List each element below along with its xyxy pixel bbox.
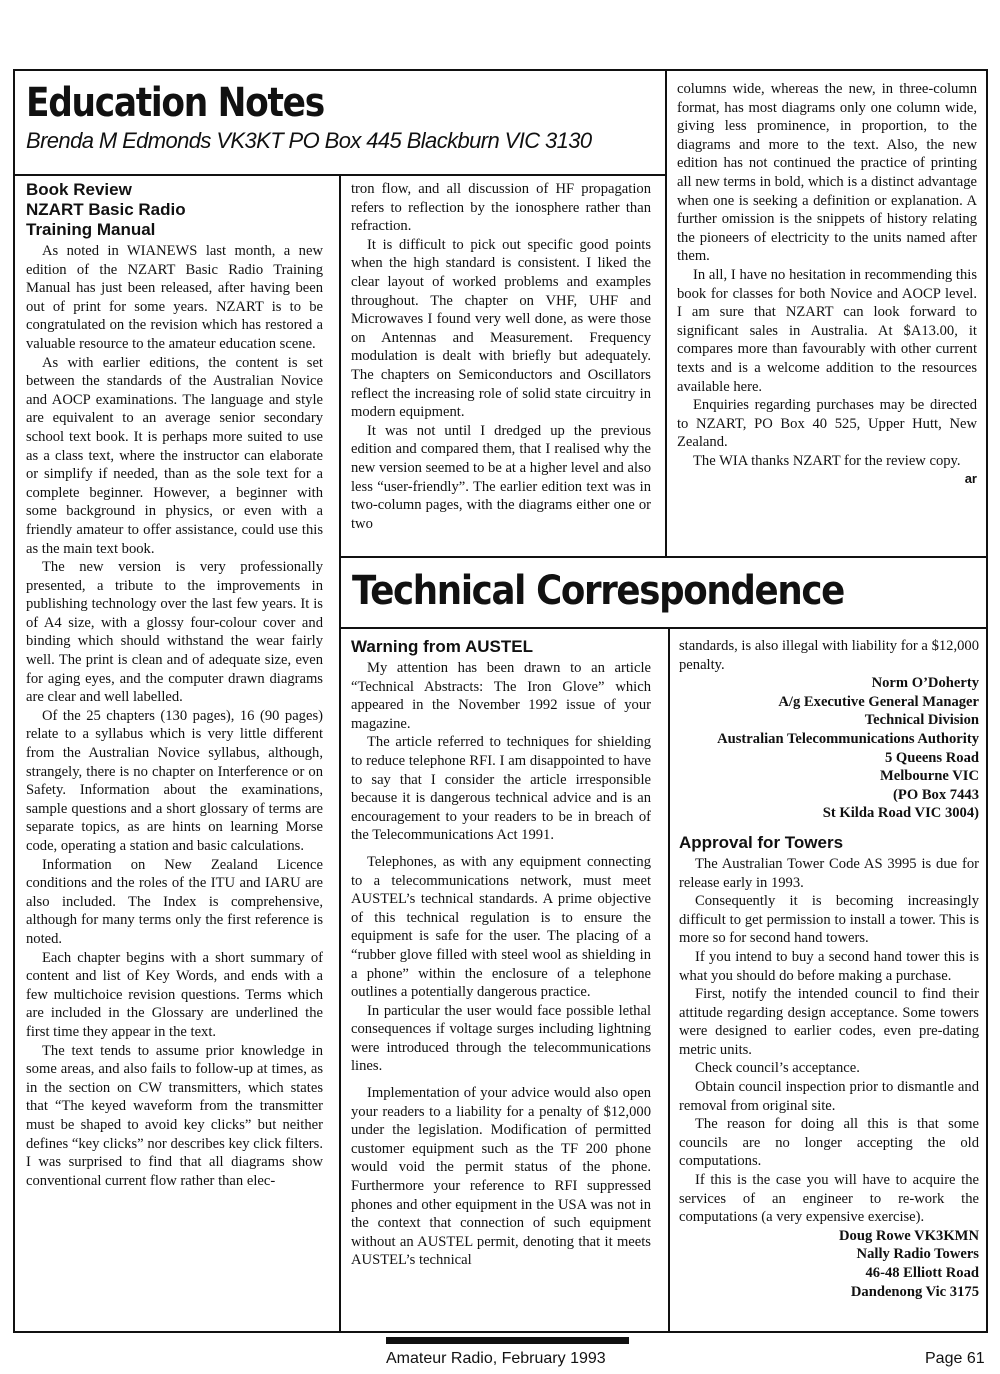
paragraph: Enquiries regarding purchases may be directed to NZART, PO Box 40 525, Upper Hutt, New Zealand.: [677, 397, 977, 451]
signature-line: Doug Rowe VK3KMN: [839, 1227, 979, 1244]
signature-towers: [679, 1227, 979, 1301]
paragraph: If this is the case you will have to acquire the services of an engineer to re-work the computations (a very expensive exercise).: [679, 1172, 979, 1226]
signature-line: A/g Executive General Manager: [778, 693, 979, 710]
paragraph: Check council’s acceptance.: [695, 1060, 860, 1077]
signature-line: Melbourne VIC: [879, 768, 979, 785]
signature-line: St Kilda Road VIC 3004): [822, 805, 979, 822]
paragraph: As with earlier editions, the content is set between the standards of the Australian Novice and AOCP examinations. The language and style are equivalent to an average senior secondary school text book. It is perhaps more suited to use as a class text, where the instructor can elaborate or simplify if needed, than as the sole text for a complete beginner. However, a beginner with some background in physics, or even with a friendly amateur to offer assistance, could use this as the main text book.: [26, 354, 323, 557]
column-1: [26, 180, 323, 1190]
paragraph: standards, is also illegal with liability for a $12,000 penalty.: [679, 638, 979, 673]
signature-line: 5 Queens Road: [884, 749, 979, 766]
footer-bar: [386, 1337, 629, 1344]
signature-line: Technical Division: [864, 712, 979, 729]
paragraph: tron flow, and all discussion of HF propagation refers to reflection by the ionosphere rather than refraction.: [351, 181, 651, 235]
signature-line: Australian Telecommunications Authority: [717, 730, 979, 747]
signature-austel: [679, 674, 979, 823]
paragraph: The article referred to techniques for shielding to reduce telephone RFI. I am disappointed to have to say that I consider the article irresponsible because it is dangerous technical advice and is an encouragement to your readers to be in breach of the Telecommunications Act 1991.: [351, 734, 651, 844]
footer-magazine: Amateur Radio, February 1993: [386, 1350, 606, 1367]
education-title-rule: [13, 174, 666, 176]
footer-page-number: Page 61: [925, 1350, 985, 1367]
review-heading-line: Training Manual: [26, 220, 156, 239]
section-title-technical: Technical Correspondence: [352, 568, 844, 614]
paragraph: The text tends to assume prior knowledge in some areas, and also fails to follow-up at times, as in the section on CW transmitters, which states that “The keyed waveform from the transmitter must be shaped to avoid key clicks” but neither defines “key clicks” nor describes key click filters. I was surprised to find that all diagrams show conventional current flow rather than elec-: [26, 1042, 323, 1189]
towers-heading: Approval for Towers: [679, 832, 844, 852]
review-heading: [26, 180, 323, 240]
paragraph: The WIA thanks NZART for the review copy.: [693, 452, 961, 469]
section-title-education: Education Notes: [26, 80, 324, 126]
paragraph: First, notify the intended council to find their attitude regarding design acceptance. Some towers were designed to earlier codes, even pre-dating metric units.: [679, 986, 979, 1058]
paragraph: Each chapter begins with a short summary of content and list of Key Words, and ends with a few multichoice revision questions. Terms which are included in the Glossary are underlined the first time they appear in the text.: [26, 949, 323, 1040]
review-heading-line: Book Review: [26, 180, 132, 199]
paragraph: Consequently it is becoming increasingly difficult to get permission to install a tower. This is more so for second hand towers.: [679, 893, 979, 947]
paragraph: The Australian Tower Code AS 3995 is due for release early in 1993.: [679, 855, 979, 891]
warning-heading: Warning from AUSTEL: [351, 637, 533, 656]
paragraph: The reason for doing all this is that some councils are no longer accepting the old computations.: [679, 1116, 979, 1170]
paragraph: Obtain council inspection prior to dismantle and removal from original site.: [679, 1079, 979, 1114]
paragraph: columns wide, whereas the new, in three-column format, has most diagrams only one column wide, giving less prominence, in proportion, to the diagrams and more to the text. Also, the new edition has not continued the practice of printing all new terms in bold, which is a distinct advantage when one is seeking a definition or explanation. A further omission is the snippets of history relating the pioneers of electricity to the units named after them.: [677, 81, 977, 265]
column-rule-1: [339, 175, 341, 1333]
paragraph: Implementation of your advice would also open your readers to a liability for a penalty of $12,000 under the legislation. Modification of permitted customer equipment such as the TF 200 phone would void the permit status of the phone. Furthermore your reference to RFI suppressed phones and other equipment in the USA was not in the context that connection of such equipment without an AUSTEL permit, denoting that it meets AUSTEL’s technical: [351, 1085, 651, 1269]
column-3: [677, 80, 977, 489]
paragraph: Information on New Zealand Licence conditions and the roles of the ITU and IARU are also included. The Index is comprehensive, although for many terms only the first reference is noted.: [26, 856, 323, 947]
column-3-technical: [679, 637, 979, 1301]
paragraph: It is difficult to pick out specific good points when the high standard is consistent. I liked the clear layout of worked problems and examples throughout. The chapter on VHF, UHF and Microwaves I found very well done, as were those on Antennas and Measurement. Frequency modulation is dealt with briefly but adequately. The chapters on Semiconductors and Oscillators reflect the increasing role of solid state circuitry in modern equipment.: [351, 236, 651, 421]
signature-line: 46-48 Elliott Road: [865, 1265, 979, 1281]
paragraph: The new version is very professionally presented, a tribute to the improvements in publishing technology over the last few years. It is of A4 size, with a glossy four-colour cover and binding which should withstand the wear fairly well. The print is clean and of adequate size, even for aging eyes, and the computer drawn diagrams are clear and well labelled.: [26, 559, 323, 706]
column-rule-3: [668, 628, 670, 1333]
column-rule-2: [665, 69, 667, 556]
paragraph: In all, I have no hesitation in recommending this book for classes for both Novice and AOCP level. I am sure that NZART can look forward to significant sales in Australia. At $A13.00, it compares more than favourably with other current texts and is a welcome addition to the resources available here.: [677, 266, 977, 395]
paragraph: My attention has been drawn to an article “Technical Abstracts: The Iron Glove” which appeared in the November 1992 issue of your magazine.: [351, 660, 651, 732]
signature-line: Norm O’Doherty: [871, 675, 979, 692]
paragraph: Of the 25 chapters (130 pages), 16 (90 pages) relate to a syllabus which is very little different from the Australian Novice syllabus, although, strangely, there is no chapter on Interference or on Safety. Information about the examinations, sample questions and a short glossary of terms are separate topics, as are hints on learning Morse code, operating a station and basic calculations.: [26, 707, 323, 854]
signature-line: Nally Radio Towers: [856, 1246, 979, 1263]
paragraph: If you intend to buy a second hand tower this is what you should do before making a purchase.: [679, 948, 979, 984]
author-byline: Brenda M Edmonds VK3KT PO Box 445 Blackburn VIC 3130: [26, 128, 592, 153]
end-mark: ar: [964, 471, 977, 487]
column-2: [351, 180, 651, 533]
technical-top-rule: [339, 556, 988, 558]
paragraph: Telephones, as with any equipment connecting to a telecommunications network, must meet AUSTEL’s technical standards. A prime objective of this technical regulation is to ensure the equipment is safe for the user. The placing of a “rubber glove filled with steel wool as shielding in a phone” within the enclosure of a telephone outlines a potentially dangerous practice.: [351, 853, 651, 1001]
technical-title-rule: [339, 627, 988, 629]
paragraph: In particular the user would face possible lethal consequences if voltage surges including lightning were introduced through the telecommunications lines.: [351, 1002, 651, 1075]
paragraph: As noted in WIANEWS last month, a new edition of the NZART Basic Radio Training Manual has just been released, after having been out of print for some years. NZART is to be congratulated on the revision which has restored a valuable resource to the amateur education scene.: [26, 243, 323, 352]
paragraph: It was not until I dredged up the previous edition and compared them, that I realised why the new version seemed to be at a higher level and also less “user-friendly”. The earlier edition text was in two-column pages, with the diagrams either one or two: [351, 422, 651, 532]
signature-line: (PO Box 7443: [893, 786, 979, 803]
review-heading-line: NZART Basic Radio: [26, 200, 186, 219]
signature-line: Dandenong Vic 3175: [850, 1283, 979, 1300]
column-2-technical: [351, 637, 651, 1270]
